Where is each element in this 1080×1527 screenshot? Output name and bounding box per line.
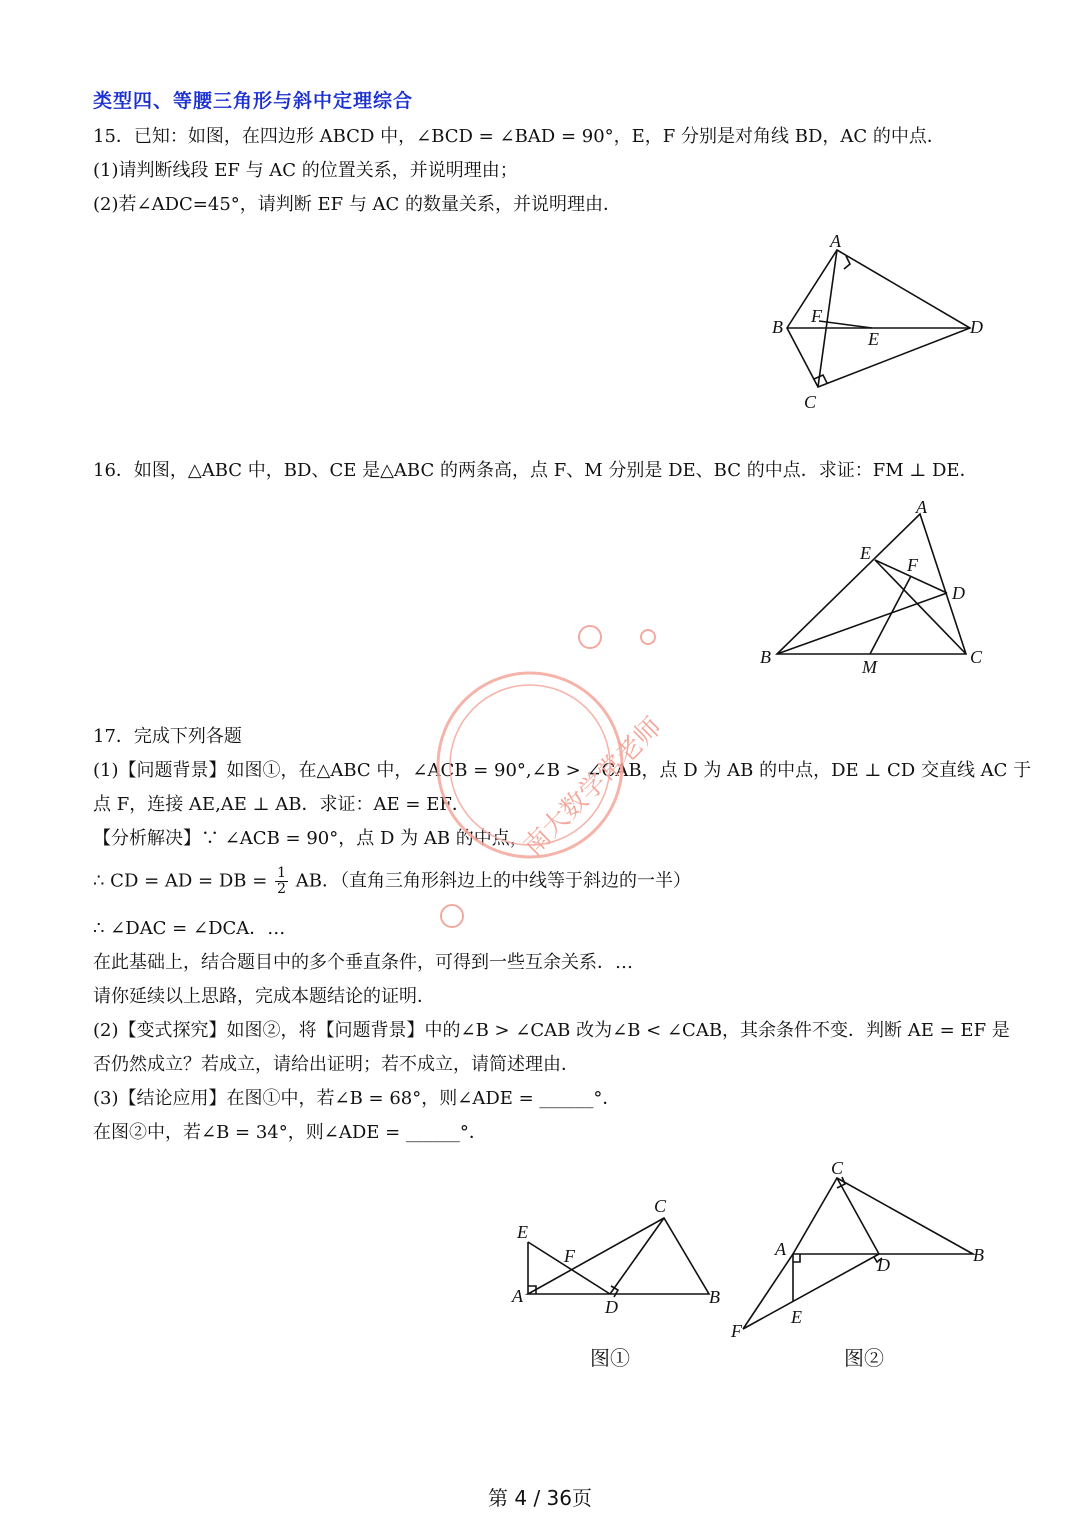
fig1-label-e: E — [517, 1222, 528, 1242]
watermark-dot-1 — [578, 625, 602, 649]
q15-stem: 15．已知：如图，在四边形 ABCD 中，∠BCD = ∠BAD = 90°，E，F 分别是对角线 BD，AC 的中点． — [93, 126, 945, 147]
fig2-label-c: C — [831, 1158, 844, 1178]
q15-label-b: B — [772, 317, 783, 337]
q17-line9: 否仍然成立？若成立，请给出证明；若不成立，请简述理由． — [93, 1054, 579, 1075]
q15-part1: (1)请判断线段 EF 与 AC 的位置关系，并说明理由； — [93, 160, 518, 181]
q15-label-a: A — [830, 231, 841, 251]
q15-label-d: D — [970, 317, 983, 337]
watermark-dot-2 — [640, 629, 656, 645]
q16-label-b: B — [760, 647, 771, 667]
fig1-label-d: D — [605, 1297, 618, 1317]
fig2-label-f: F — [731, 1321, 742, 1341]
watermark-text: 南大数学常老师 — [517, 711, 668, 862]
q15-label-c: C — [804, 392, 817, 412]
q17-line10: (3)【结论应用】在图①中，若∠B = 68°，则∠ADE = ______°． — [93, 1088, 621, 1109]
q17-title: 17．完成下列各题 — [93, 726, 242, 747]
q16-label-c: C — [970, 647, 983, 667]
q17-line1: (1)【问题背景】如图①，在△ABC 中，∠ACB = 90°,∠B > ∠CAB，点 D 为 AB 的中点，DE ⊥ CD 交直线 AC 于 — [93, 760, 1032, 781]
q15-label-e: E — [868, 329, 879, 349]
watermark-stamp — [430, 665, 668, 865]
fig2-label-e: E — [791, 1307, 802, 1327]
fig2-label-d: D — [877, 1255, 890, 1275]
q17-line4-post: AB．（直角三角形斜边上的中线等于斜边的一半） — [295, 870, 691, 892]
fig1-label-c: C — [654, 1196, 667, 1216]
q15-label-f: F — [811, 306, 822, 326]
q17-figure-1 — [500, 1190, 740, 1380]
fraction-denominator: 2 — [277, 881, 286, 897]
q16-label-e: E — [860, 543, 871, 563]
q15-part2: (2)若∠ADC=45°，请判断 EF 与 AC 的数量关系，并说明理由． — [93, 194, 622, 215]
q16-stem: 16．如图，△ABC 中，BD、CE 是△ABC 的两条高，点 F、M 分别是 DE、BC 的中点．求证：FM ⊥ DE． — [93, 460, 978, 481]
q17-line4-pre: ∴ CD = AD = DB = — [93, 870, 268, 892]
fig2-label-a: A — [775, 1239, 786, 1259]
fig2-label-b: B — [973, 1245, 984, 1265]
section-title: 类型四、等腰三角形与斜中定理综合 — [93, 90, 414, 112]
q17-line8: (2)【变式探究】如图②，将【问题背景】中的∠B > ∠CAB 改为∠B < ∠CAB，其余条件不变．判断 AE = EF 是 — [93, 1020, 1010, 1041]
fig1-label-a: A — [512, 1286, 523, 1306]
watermark-dot-3 — [440, 904, 464, 928]
q15-figure — [760, 225, 1000, 420]
q17-figure-2 — [725, 1155, 995, 1380]
q17-line3: 【分析解决】∵ ∠ACB = 90°，点 D 为 AB 的中点， — [93, 828, 528, 849]
fraction-numerator: 1 — [277, 865, 286, 881]
fig1-caption: 图① — [590, 1348, 630, 1370]
fig1-label-b: B — [709, 1287, 720, 1307]
fraction-half — [275, 866, 288, 897]
q16-label-f: F — [907, 555, 918, 575]
q17-line2: 点 F，连接 AE,AE ⊥ AB．求证：AE = EF． — [93, 794, 470, 815]
q17-line6: 在此基础上，结合题目中的多个垂直条件，可得到一些互余关系．… — [93, 952, 633, 973]
q16-label-a: A — [916, 497, 927, 517]
q17-line11: 在图②中，若∠B = 34°，则∠ADE = ______°． — [93, 1122, 487, 1143]
page-footer: 第 4 / 36页 — [488, 1486, 592, 1510]
q17-line4 — [93, 866, 691, 897]
q16-label-m: M — [862, 657, 877, 677]
fig2-caption: 图② — [844, 1348, 884, 1370]
q17-line5: ∴ ∠DAC = ∠DCA．… — [93, 918, 286, 939]
fig1-label-f: F — [564, 1246, 575, 1266]
q16-label-d: D — [952, 583, 965, 603]
q16-figure — [750, 495, 1000, 685]
q17-line7: 请你延续以上思路，完成本题结论的证明． — [93, 986, 435, 1007]
